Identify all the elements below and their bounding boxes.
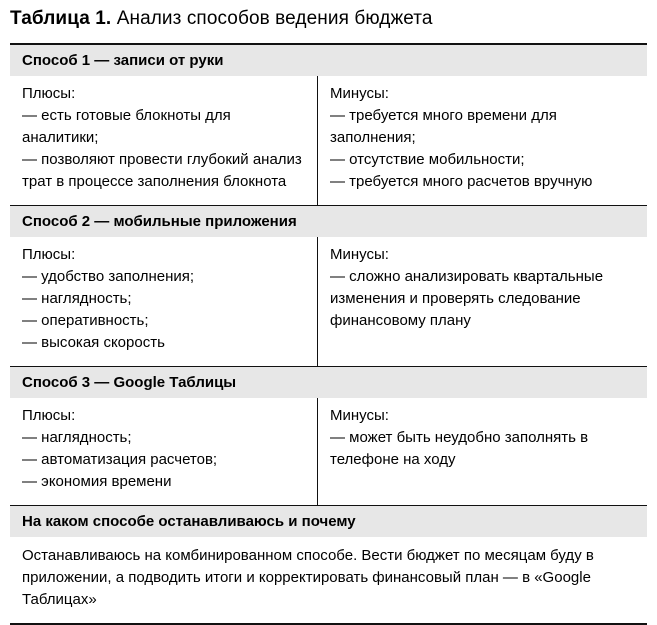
cons-item: — отсутствие мобильности; <box>330 151 525 168</box>
conclusion-header-band <box>10 505 647 537</box>
conclusion-header-label: На каком способе останавливаюсь и почему <box>22 513 356 530</box>
pros-item: — есть готовые блокноты для аналитики; <box>22 107 231 146</box>
pros-label: Плюсы: <box>22 85 76 102</box>
method-2-header-label: Способ 2 — мобильные приложения <box>22 213 297 230</box>
method-1-cons-cell <box>318 76 647 205</box>
pros-item: — автоматизация расчетов; <box>22 451 218 468</box>
pros-item: — наглядность; <box>22 429 132 446</box>
budget-methods-table <box>10 43 647 625</box>
table-title <box>10 8 647 30</box>
pros-item: — оперативность; <box>22 312 149 329</box>
conclusion-text: Останавливаюсь на комбинированном способе. Вести бюджет по месяцам буду в приложении, а подводить итоги и корректировать финансовый план — в «Google Таблицах» <box>22 547 594 608</box>
method-1-header-label: Способ 1 — записи от руки <box>22 52 224 69</box>
method-2-section <box>10 205 647 366</box>
method-3-header-label: Способ 3 — Google Таблицы <box>22 374 237 391</box>
method-3-pros-cell <box>10 398 318 505</box>
method-3-body <box>10 398 647 505</box>
cons-item: — требуется много расчетов вручную <box>330 173 593 190</box>
pros-item: — экономия времени <box>22 473 172 490</box>
cons-item: — требуется много времени для заполнения; <box>330 107 557 146</box>
cons-label: Минусы: <box>330 246 389 263</box>
pros-item: — позволяют провести глубокий анализ трат в процессе заполнения блокнота <box>22 151 302 190</box>
pros-item: — удобство заполнения; <box>22 268 195 285</box>
cons-label: Минусы: <box>330 407 389 424</box>
method-2-header-band <box>10 205 647 237</box>
table-title-number: Таблица 1. <box>10 8 112 29</box>
table-title-text: Анализ способов ведения бюджета <box>111 8 433 29</box>
method-1-section <box>10 45 647 205</box>
method-1-body <box>10 76 647 205</box>
method-2-cons-cell <box>318 237 647 366</box>
cons-item: — может быть неудобно заполнять в телефоне на ходу <box>330 429 589 468</box>
method-2-pros-cell <box>10 237 318 366</box>
method-1-pros-cell <box>10 76 318 205</box>
cons-label: Минусы: <box>330 85 389 102</box>
pros-item: — высокая скорость <box>22 334 165 351</box>
cons-item: — сложно анализировать квартальные изменения и проверять следование финансовому плану <box>330 268 604 329</box>
conclusion-section <box>10 505 647 623</box>
pros-item: — наглядность; <box>22 290 132 307</box>
pros-label: Плюсы: <box>22 407 76 424</box>
method-3-section <box>10 366 647 505</box>
method-3-header-band <box>10 366 647 398</box>
method-3-cons-cell <box>318 398 647 505</box>
method-2-body <box>10 237 647 366</box>
method-1-header-band <box>10 45 647 76</box>
pros-label: Плюсы: <box>22 246 76 263</box>
